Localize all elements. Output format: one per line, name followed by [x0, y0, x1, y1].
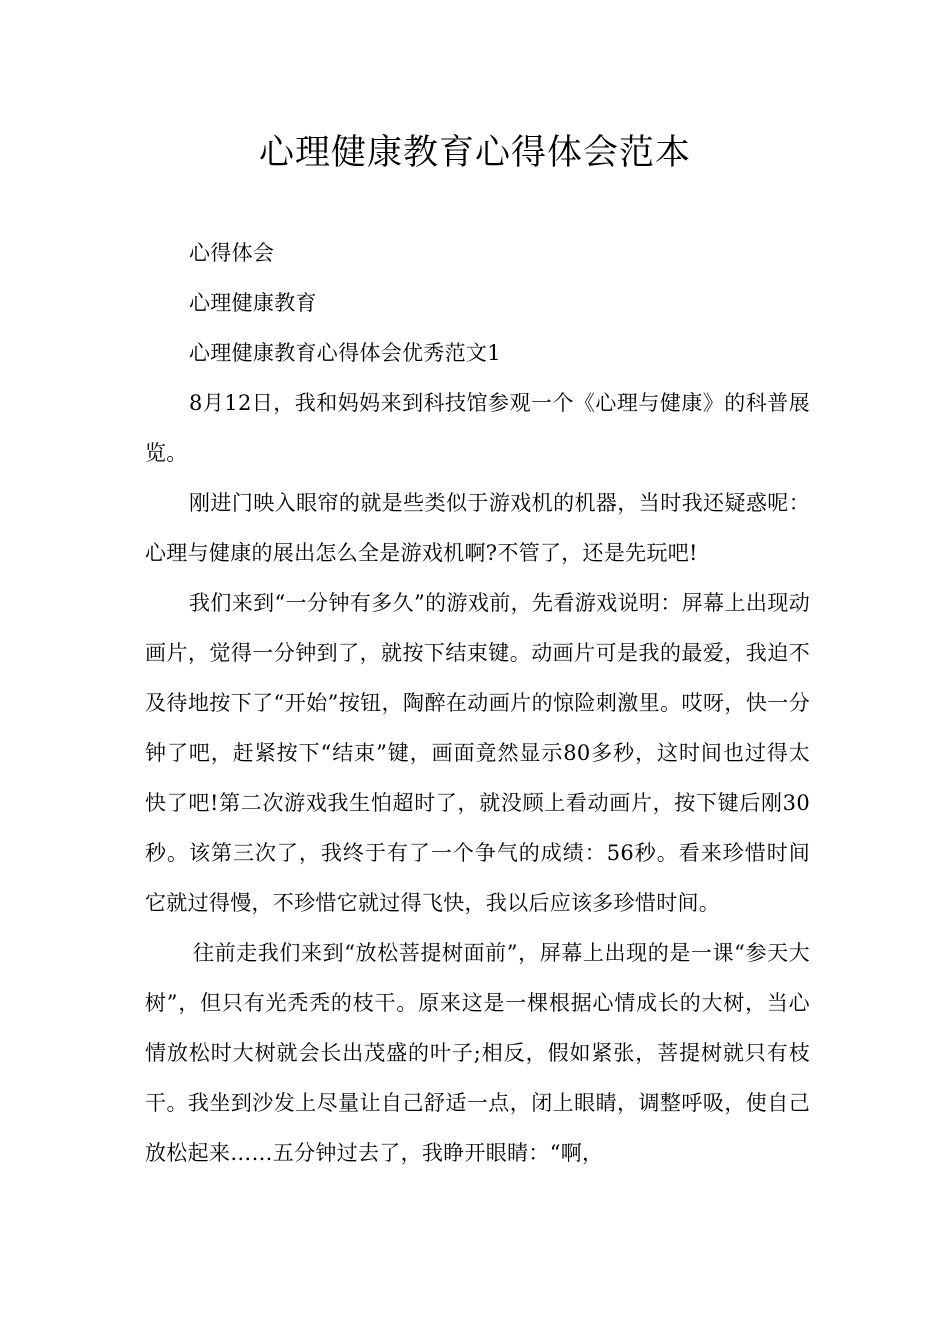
paragraph-heading-xinli: 心理健康教育	[189, 291, 317, 315]
paragraph-visit: 8月12日，我和妈妈来到科技馆参观一个《心理与健康》的科普展览。	[145, 391, 810, 465]
paragraph-entrance: 刚进门映入眼帘的就是些类似于游戏机的机器，当时我还疑惑呢：心理与健康的展出怎么全是游戏机啊?不管了，还是先玩吧!	[145, 491, 810, 565]
paragraph-heading-xinde: 心得体会	[189, 241, 275, 265]
document-title: 心理健康教育心得体会范本	[258, 133, 691, 173]
document-body	[145, 228, 810, 1178]
paragraph-heading-fanwen: 心理健康教育心得体会优秀范文1	[189, 341, 501, 365]
paragraph-bodhi-tree: 往前走我们来到“放松菩提树面前”，屏幕上出现的是一课“参天大树”，但只有光秃秃的枝干。原来这是一棵根据心情成长的大树，当心情放松时大树就会长出茂盛的叶子;相反，假如紧张，菩提树就只有枝干。我坐到沙发上尽量让自己舒适一点，闭上眼睛，调整呼吸，使自己放松起来……五分钟过去了，我睁开眼睛：“啊，	[145, 941, 810, 1165]
paragraph-one-minute-game: 我们来到“一分钟有多久”的游戏前，先看游戏说明：屏幕上出现动画片，觉得一分钟到了，就按下结束键。动画片可是我的最爱，我迫不及待地按下了“开始”按钮，陶醉在动画片的惊险刺激里。哎呀，快一分钟了吧，赶紧按下“结束”键，画面竟然显示80多秒，这时间也过得太快了吧!第二次游戏我生怕超时了，就没顾上看动画片，按下键后刚30秒。该第三次了，我终于有了一个争气的成绩：56秒。看来珍惜时间它就过得慢，不珍惜它就过得飞快，我以后应该多珍惜时间。	[145, 591, 810, 915]
